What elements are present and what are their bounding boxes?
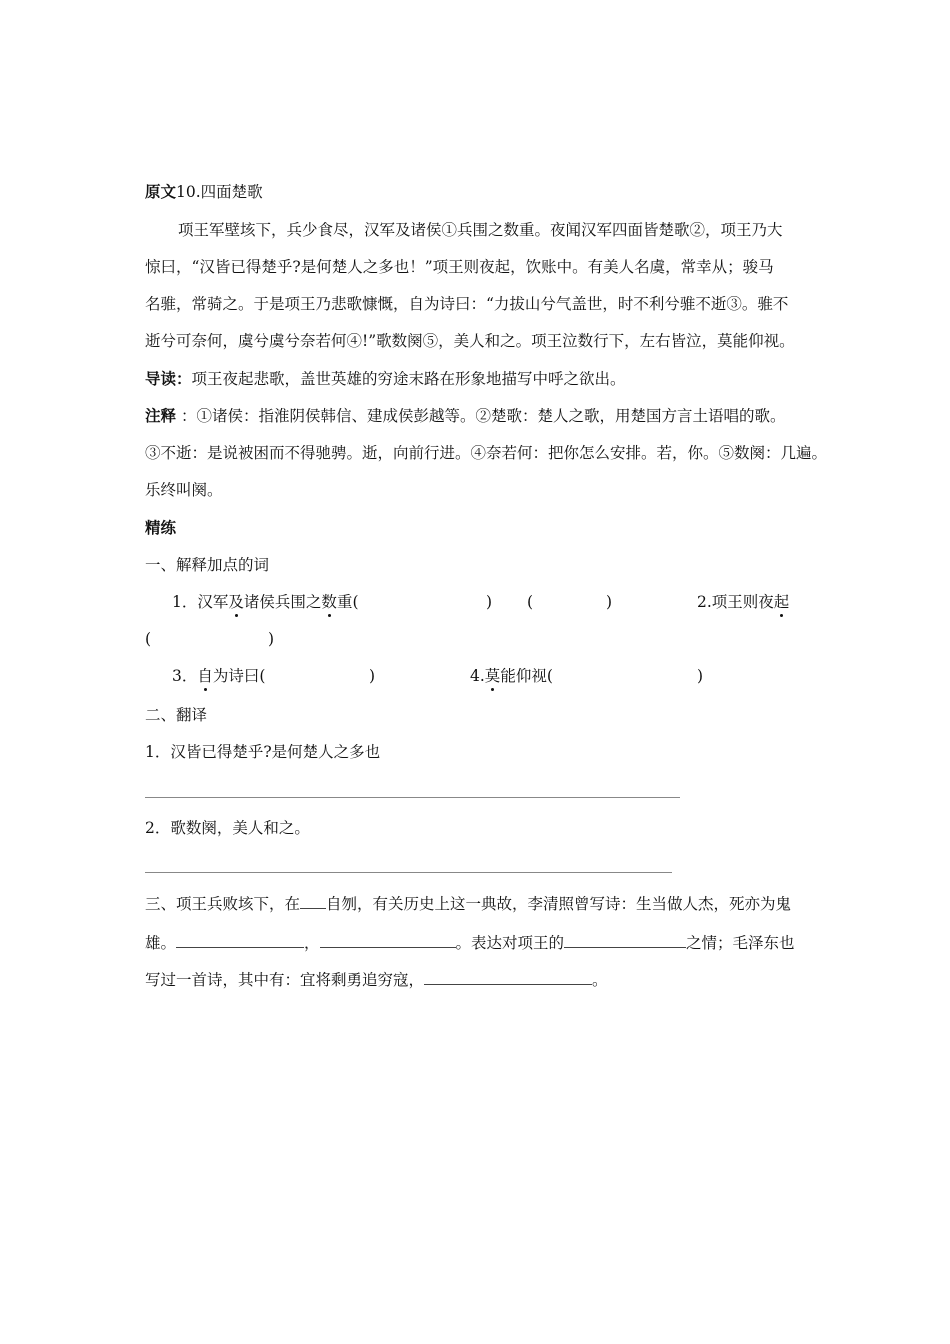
section1-q1 bbox=[172, 592, 359, 612]
original-line-2: 惊曰，“汉皆已得楚乎?是何楚人之多也！”项王则夜起，饮账中。有美人名虞，常幸从；骏马 bbox=[145, 258, 774, 276]
s3-blank-place[interactable] bbox=[300, 892, 326, 909]
section1-q4 bbox=[470, 666, 553, 686]
notes-text-1: ：①诸侯：指淮阴侯韩信、建成侯彭越等。②楚歌：楚人之歌，用楚国方言土语唱的歌。 bbox=[180, 407, 786, 425]
q4-close-paren: ) bbox=[697, 667, 704, 685]
section3-line-3 bbox=[145, 968, 608, 990]
section3-line-2 bbox=[145, 931, 795, 953]
section1-q3 bbox=[172, 666, 265, 686]
q4-open-paren: ( bbox=[546, 667, 553, 685]
q3-number: 3． bbox=[172, 667, 198, 685]
s3-text-6: 之情；毛泽东也 bbox=[686, 934, 795, 952]
guide-text: 项王夜起悲歌，盖世英雄的穷途末路在形象地描写中呼之欲出。 bbox=[191, 370, 626, 388]
q1-dotted-word-2: 数 bbox=[321, 593, 337, 611]
section2-q2: 2．歌数阕，美人和之。 bbox=[145, 819, 310, 837]
s3-text-7: 写过一首诗，其中有：宜将剩勇追穷寇， bbox=[145, 971, 425, 989]
q1-open-paren-2: ( bbox=[527, 593, 534, 611]
s3-text-5: 。表达对项王的 bbox=[455, 934, 565, 952]
guide-paragraph bbox=[145, 369, 626, 389]
notes-line-1 bbox=[145, 406, 785, 426]
s3-blank-emotion[interactable] bbox=[564, 931, 686, 948]
section1-heading: 一、解释加点的词 bbox=[145, 556, 270, 574]
s3-blank-poem-2[interactable] bbox=[320, 931, 456, 948]
notes-line-3: 乐终叫阕。 bbox=[145, 481, 223, 499]
guide-label: 导读： bbox=[145, 370, 192, 388]
s3-blank-mao-line[interactable] bbox=[424, 968, 592, 985]
original-line-3: 名骓，常骑之。于是项王乃悲歌慷慨，自为诗曰：“力拔山兮气盖世，时不利兮骓不逝③。骓不 bbox=[145, 295, 789, 313]
section2-heading: 二、翻译 bbox=[145, 706, 208, 724]
q1-number: 1． bbox=[172, 593, 198, 611]
q2-dotted-word: 起 bbox=[773, 593, 790, 611]
q2-open-paren: ( bbox=[145, 630, 152, 648]
title-label: 原文 bbox=[145, 183, 177, 201]
q2-text: 2.项王则夜 bbox=[697, 593, 774, 611]
q1-open-paren-1: ( bbox=[352, 593, 359, 611]
q1-pre: 汉军 bbox=[197, 593, 229, 611]
practice-heading: 精练 bbox=[145, 519, 177, 537]
q4-number: 4. bbox=[470, 667, 485, 685]
page-title bbox=[145, 182, 263, 202]
s3-text-2: 自刎，有关历史上这一典故，李清照曾写诗：生当做人杰，死亦为鬼 bbox=[326, 895, 792, 913]
q2-close-paren: ) bbox=[268, 630, 275, 648]
q3-close-paren: ) bbox=[369, 667, 376, 685]
s3-text-8: 。 bbox=[592, 971, 608, 989]
s3-text-4: ， bbox=[304, 934, 320, 952]
answer-line-1[interactable] bbox=[145, 797, 680, 798]
title-text: 10.四面楚歌 bbox=[176, 183, 263, 201]
notes-label: 注释 bbox=[145, 407, 177, 425]
q1-mid: 诸侯兵围之 bbox=[243, 593, 322, 611]
q3-dotted-word: 自 bbox=[197, 667, 213, 685]
answer-line-2[interactable] bbox=[145, 872, 672, 873]
q3-open-paren: ( bbox=[259, 667, 266, 685]
s3-text-1: 三、项王兵败垓下，在 bbox=[145, 895, 301, 913]
section3-line-1 bbox=[145, 892, 791, 914]
q1-post: 重 bbox=[336, 593, 353, 611]
q1-close-paren-2: ) bbox=[606, 593, 613, 611]
q3-post: 为诗曰 bbox=[212, 667, 260, 685]
q4-post: 能仰视 bbox=[500, 667, 547, 685]
q1-dotted-word-1: 及 bbox=[228, 593, 244, 611]
s3-blank-poem-1[interactable] bbox=[176, 931, 304, 948]
original-line-4: 逝兮可奈何，虞兮虞兮奈若何④!”歌数阕⑤，美人和之。项王泣数行下，左右皆泣，莫能仰视。 bbox=[145, 332, 795, 350]
q4-dotted-word: 莫 bbox=[484, 667, 501, 685]
section1-q2 bbox=[697, 592, 789, 612]
section2-q1: 1．汉皆已得楚乎?是何楚人之多也 bbox=[145, 743, 381, 761]
notes-line-2: ③不逝：是说被困而不得驰骋。逝，向前行进。④奈若何：把你怎么安排。若，你。⑤数阕：几遍。 bbox=[145, 444, 828, 462]
original-line-1: 项王军壁垓下，兵少食尽，汉军及诸侯①兵围之数重。夜闻汉军四面皆楚歌②，项王乃大 bbox=[178, 221, 783, 239]
q1-close-paren-1: ) bbox=[486, 593, 493, 611]
s3-text-3: 雄。 bbox=[145, 934, 177, 952]
